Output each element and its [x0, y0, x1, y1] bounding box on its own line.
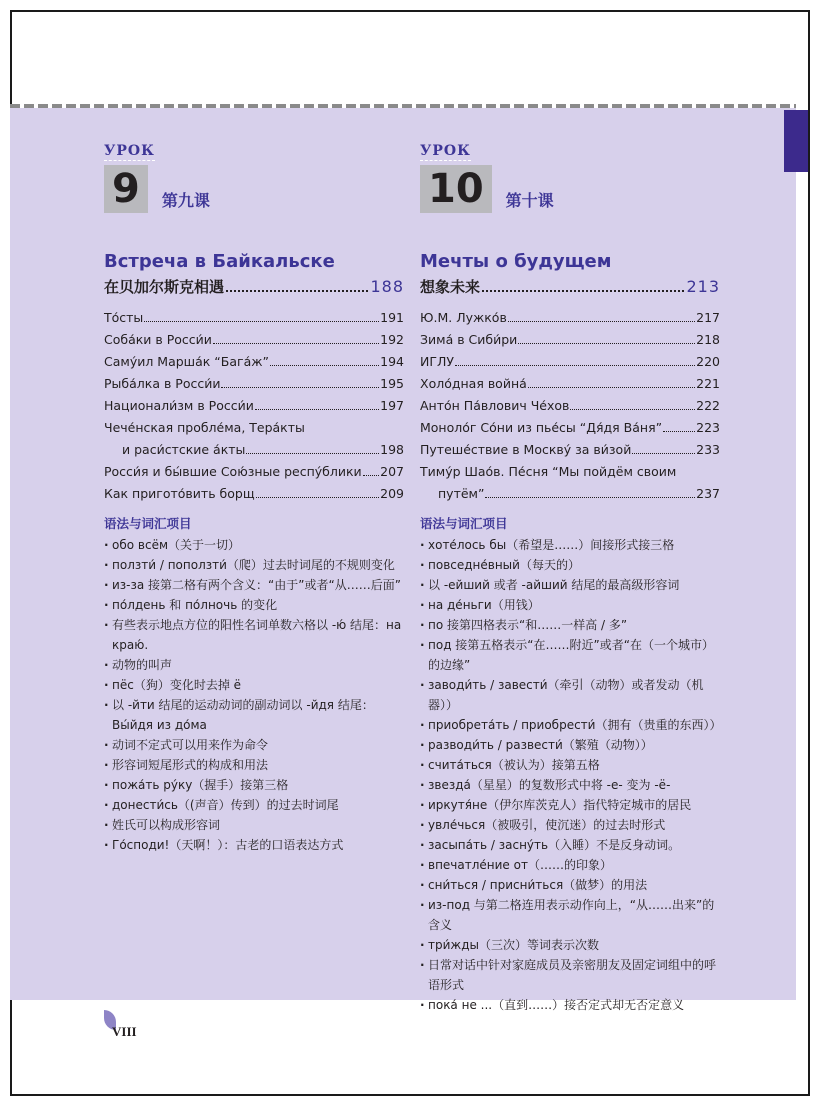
grammar-item: · пока́ не ...（直到……）接否定式却无否定意义 — [420, 995, 720, 1015]
toc-item[interactable] — [420, 395, 720, 417]
toc-item[interactable] — [420, 439, 720, 461]
toc-item-label: Зима́ в Сиби́ри — [420, 332, 518, 347]
grammar-item: · по́лдень 和 по́лночь 的变化 — [104, 595, 404, 615]
lesson-page-number: 188 — [370, 277, 404, 296]
toc-item[interactable] — [420, 351, 720, 373]
toc-list — [420, 307, 720, 505]
grammar-item: · приобрета́ть / приобрести́（拥有（贵重的东西）） — [420, 715, 720, 735]
grammar-item: · под 接第五格表示“在……附近”或者“在（一个城市）的边缘” — [420, 635, 720, 675]
grammar-item: · 动词不定式可以用来作为命令 — [104, 735, 404, 755]
toc-item-label: То́сты — [104, 310, 144, 325]
grammar-item: · счита́ться（被认为）接第五格 — [420, 755, 720, 775]
toc-item-label: Моноло́г Со́ни из пье́сы “Дя́дя Ва́ня” — [420, 420, 663, 435]
lesson-10-column — [420, 140, 720, 1015]
chapter-tab-marker — [784, 110, 808, 172]
toc-item-label: и раси́стские а́кты — [122, 442, 246, 457]
leader-dots — [482, 290, 684, 292]
toc-item-label: Анто́н Па́влович Че́хов — [420, 398, 570, 413]
grammar-item: · засыпа́ть / засну́ть（入睡）不是反身动词。 — [420, 835, 720, 855]
grammar-item: · из-под 与第二格连用表示动作向上，“从……出来”的含义 — [420, 895, 720, 935]
grammar-item: · по 接第四格表示“和……一样高 / 多” — [420, 615, 720, 635]
toc-item-page: 220 — [696, 354, 720, 369]
lesson-number: 10 — [420, 165, 492, 213]
toc-item[interactable] — [104, 373, 404, 395]
toc-item-label: ИГЛУ — [420, 354, 454, 369]
toc-item-label: Путеше́ствие в Москву́ за ви́зой — [420, 442, 632, 457]
lesson-russian-title[interactable]: Встреча в Байкальске — [104, 251, 335, 272]
grammar-item: · обо всём（关于一切） — [104, 535, 404, 555]
grammar-item: · 形容词短尾形式的构成和用法 — [104, 755, 404, 775]
grammar-item: · 有些表示地点方位的阳性名词单数六格以 -ю́ 结尾：на краю́. — [104, 615, 404, 655]
grammar-item: · увле́чься（被吸引，使沉迷）的过去时形式 — [420, 815, 720, 835]
toc-item-page: 233 — [696, 442, 720, 457]
grammar-item: · звезда́（星星）的复数形式中将 -е- 变为 -ё- — [420, 775, 720, 795]
toc-item-page: 218 — [696, 332, 720, 347]
grammar-item: · 动物的叫声 — [104, 655, 404, 675]
leader-dots — [226, 290, 368, 292]
toc-item-page: 223 — [696, 420, 720, 435]
toc-item-label: Ю.М. Лужко́в — [420, 310, 507, 325]
urok-label: УРОК — [104, 143, 155, 159]
toc-item[interactable] — [104, 439, 404, 461]
grammar-item: · пожа́ть ру́ку（握手）接第三格 — [104, 775, 404, 795]
lesson-russian-title[interactable]: Мечты о будущем — [420, 251, 612, 272]
toc-item-page: 222 — [696, 398, 720, 413]
grammar-item: · заводи́ть / завести́（牵引（动物）或者发动（机器）） — [420, 675, 720, 715]
lesson-title-entry[interactable] — [104, 276, 404, 297]
urok-label: УРОК — [420, 143, 471, 159]
toc-item[interactable] — [420, 417, 720, 439]
grammar-item: · 以 -ейший 或者 -айший 结尾的最高级形容词 — [420, 575, 720, 595]
grammar-item: · 姓氏可以构成形容词 — [104, 815, 404, 835]
toc-item-label: Рыба́лка в Росси́и — [104, 376, 221, 391]
toc-item-label: Холо́дная война́ — [420, 376, 527, 391]
grammar-item: · иркутя́не（伊尔库茨克人）指代特定城市的居民 — [420, 795, 720, 815]
toc-item-page: 198 — [380, 442, 404, 457]
toc-item-page: 191 — [380, 310, 404, 325]
lesson-page-number: 213 — [686, 277, 720, 296]
toc-item[interactable] — [420, 329, 720, 351]
grammar-item: · повседне́вный（每天的） — [420, 555, 720, 575]
toc-item[interactable] — [420, 483, 720, 505]
grammar-item: · пёс（狗）变化时去掉 ё — [104, 675, 404, 695]
grammar-item: · 以 -йти 结尾的运动动词的副动词以 -йдя 结尾：Вы́йдя из до́ма — [104, 695, 404, 735]
toc-item-page: 217 — [696, 310, 720, 325]
lesson-chinese-title: 第十课 — [505, 191, 554, 210]
toc-item-page: 237 — [696, 486, 720, 501]
toc-item[interactable] — [104, 329, 404, 351]
toc-item-label: Саму́ил Марша́к “Бага́ж” — [104, 354, 269, 369]
toc-item[interactable] — [420, 307, 720, 329]
lesson-number: 9 — [104, 165, 148, 213]
toc-item[interactable] — [104, 395, 404, 417]
grammar-item: · 日常对话中针对家庭成员及亲密朋友及固定词组中的呼语形式 — [420, 955, 720, 995]
lesson-title-entry[interactable] — [420, 276, 720, 297]
toc-item-page: 194 — [380, 354, 404, 369]
toc-item[interactable] — [104, 307, 404, 329]
page-number: VIII — [112, 1024, 137, 1039]
lesson-heading — [420, 163, 720, 213]
lesson-9-column — [104, 140, 404, 855]
lesson-chinese-title: 第九课 — [161, 191, 210, 210]
grammar-item: · хоте́лось бы（希望是……）间接形式接三格 — [420, 535, 720, 555]
grammar-item: · разводи́ть / развести́（繁殖（动物）） — [420, 735, 720, 755]
grammar-item: · впечатле́ние от（……的印象） — [420, 855, 720, 875]
toc-item-page: 197 — [380, 398, 404, 413]
toc-item-label: Национали́зм в Росси́и — [104, 398, 254, 413]
grammar-item: · донести́сь（(声音）传到）的过去时词尾 — [104, 795, 404, 815]
grammar-item: · сни́ться / присни́ться（做梦）的用法 — [420, 875, 720, 895]
toc-item-page: 207 — [380, 464, 404, 479]
grammar-item: · ползти́ / поползти́（爬）过去时词尾的不规则变化 — [104, 555, 404, 575]
toc-item[interactable] — [420, 373, 720, 395]
grammar-item: · на де́ньги（用钱） — [420, 595, 720, 615]
grammar-list — [420, 535, 720, 1015]
grammar-item: · Го́споди!（天啊！）：古老的口语表达方式 — [104, 835, 404, 855]
toc-item-label: Росси́я и бы́вшие Сою́зные респу́блики — [104, 464, 362, 479]
grammar-item: · три́жды（三次）等词表示次数 — [420, 935, 720, 955]
toc-item[interactable] — [104, 351, 404, 373]
lesson-subtitle: 想象未来 — [420, 278, 481, 296]
lesson-heading — [104, 163, 404, 213]
grammar-heading: 语法与词汇项目 — [420, 516, 508, 531]
grammar-item: · из-за 接第二格有两个含义：“由于”或者“从……后面” — [104, 575, 404, 595]
toc-item-label: Как пригото́вить борщ — [104, 486, 255, 501]
toc-list — [104, 307, 404, 505]
toc-item-label: Соба́ки в Росси́и — [104, 332, 212, 347]
toc-item-label: путём” — [438, 486, 485, 501]
grammar-heading: 语法与词汇项目 — [104, 516, 192, 531]
toc-item-page: 195 — [380, 376, 404, 391]
toc-item-label-line1[interactable]: Чече́нская пробле́ма, Тера́кты — [104, 420, 305, 435]
lesson-subtitle: 在贝加尔斯克相遇 — [104, 278, 225, 296]
toc-item-label-line1[interactable]: Тиму́р Шао́в. Пе́сня “Мы пойдём своим — [420, 464, 677, 479]
toc-item[interactable] — [104, 483, 404, 505]
toc-item[interactable] — [104, 461, 404, 483]
toc-item-page: 209 — [380, 486, 404, 501]
toc-item-page: 221 — [696, 376, 720, 391]
toc-item-page: 192 — [380, 332, 404, 347]
grammar-list — [104, 535, 404, 855]
